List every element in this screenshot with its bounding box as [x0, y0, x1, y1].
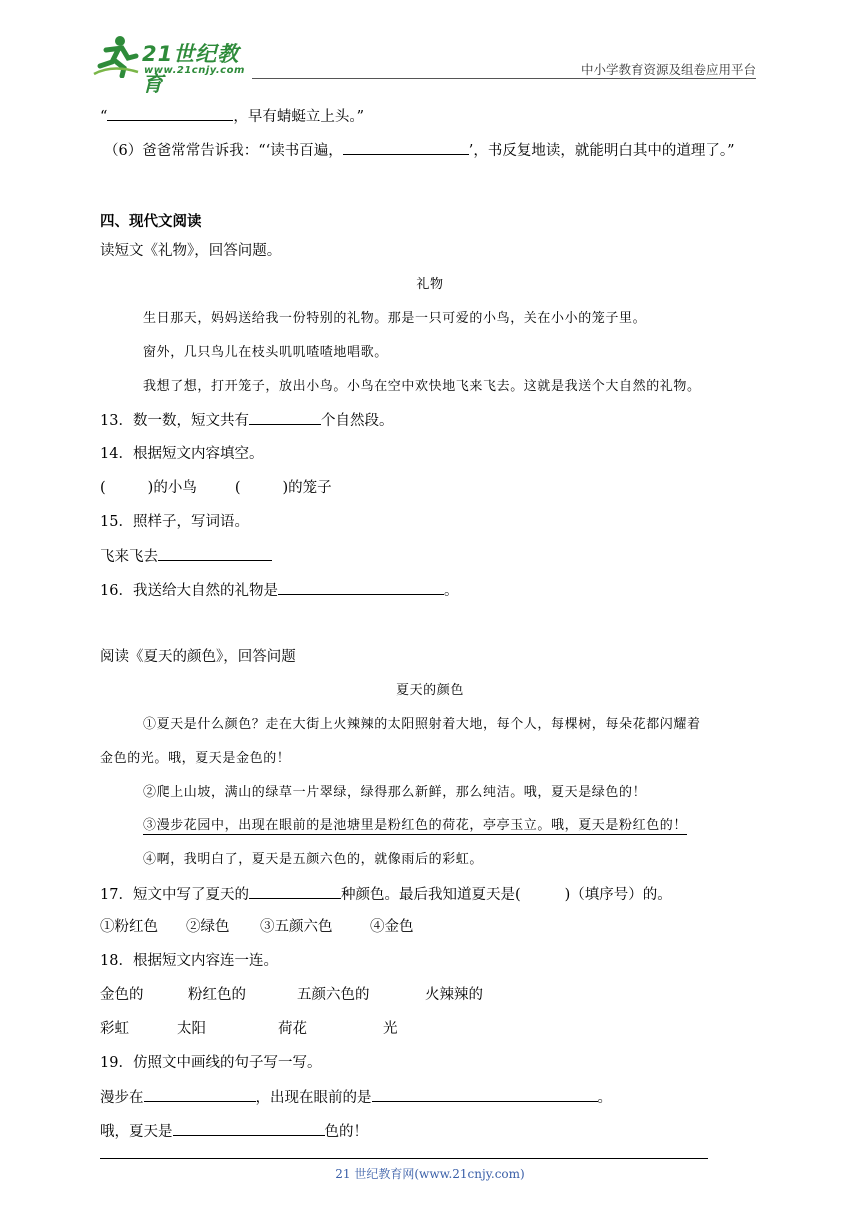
option[interactable]: ②绿色 — [186, 919, 230, 935]
question-15-example — [100, 546, 272, 567]
text: )（填序号）的。 — [564, 887, 672, 903]
page-header — [92, 30, 756, 96]
text: 种颜色。最后我知道夏天是( — [340, 887, 521, 903]
text: 漫步在 — [100, 1090, 144, 1106]
question-18: 18．根据短文内容连一连。 — [100, 953, 278, 969]
text: （6）爸爸常常告诉我：“‘读书百遍， — [104, 143, 343, 159]
header-divider — [252, 78, 756, 79]
text: 色的！ — [324, 1124, 368, 1140]
text: 。 — [443, 583, 459, 599]
text: 飞来飞去 — [100, 549, 158, 565]
footer-divider — [100, 1158, 708, 1159]
passage-paragraph: 金色的光。哦，夏天是金色的！ — [100, 751, 291, 766]
answer-blank[interactable] — [249, 410, 321, 425]
answer-blank[interactable] — [278, 580, 444, 595]
passage-title: 礼物 — [416, 277, 444, 292]
answer-blank[interactable] — [249, 884, 341, 899]
question-19-fill — [100, 1087, 612, 1108]
text: 。 — [597, 1090, 612, 1106]
reading-instruction: 阅读《夏天的颜色》，回答问题 — [100, 649, 296, 665]
footer-link[interactable]: 21 世纪教育网(www.21cnjy.com) — [335, 1167, 525, 1181]
text: )的笼子 — [282, 480, 332, 496]
answer-blank[interactable] — [107, 106, 233, 121]
question-17-options — [100, 917, 414, 937]
passage-paragraph: 生日那天，妈妈送给我一份特别的礼物。那是一只可爱的小鸟，关在小小的笼子里。 — [143, 311, 647, 326]
option[interactable]: ①粉红色 — [100, 919, 158, 935]
match-item[interactable]: 太阳 — [177, 1021, 206, 1037]
option[interactable]: ③五颜六色 — [260, 919, 333, 935]
question-17 — [100, 884, 672, 905]
answer-blank[interactable] — [158, 546, 272, 561]
match-item[interactable]: 金色的 — [100, 987, 144, 1003]
section-heading: 四、现代文阅读 — [100, 214, 202, 230]
passage-paragraph-underlined — [143, 816, 687, 836]
text: ’，书反复地读，就能明白其中的道理了。” — [468, 143, 735, 159]
passage-paragraph: ②爬上山坡，满山的绿草一片翠绿，绿得那么新鲜，那么纯洁。哦，夏天是绿色的！ — [143, 785, 647, 800]
text: ，出现在眼前的是 — [255, 1090, 372, 1106]
match-top-row — [100, 985, 483, 1005]
text: ( — [100, 480, 106, 496]
text: 16．我送给大自然的礼物是 — [100, 583, 278, 599]
text: ( — [234, 480, 241, 496]
question-13 — [100, 410, 393, 431]
logo-url-text: www.21cnjy.com — [144, 65, 245, 76]
question-15: 15．照样子，写词语。 — [100, 514, 249, 530]
passage-paragraph: ①夏天是什么颜色？走在大街上火辣辣的太阳照射着大地，每个人，每棵树，每朵花都闪耀着 — [143, 717, 701, 732]
text: 13．数一数，短文共有 — [100, 413, 249, 429]
runner-logo-icon — [92, 34, 140, 78]
question-14-fill — [100, 478, 332, 498]
reading-instruction: 读短文《礼物》，回答问题。 — [100, 243, 282, 259]
passage-paragraph: ④啊，我明白了，夏天是五颜六色的，就像雨后的彩虹。 — [143, 852, 484, 867]
passage-paragraph: 我想了想，打开笼子，放出小鸟。小鸟在空中欢快地飞来飞去。这就是我送个大自然的礼物。 — [143, 379, 701, 394]
question-14: 14．根据短文内容填空。 — [100, 446, 264, 462]
site-logo[interactable] — [92, 34, 260, 96]
option[interactable]: ④金色 — [370, 919, 414, 935]
answer-blank[interactable] — [372, 1087, 598, 1102]
match-item[interactable]: 光 — [383, 1021, 398, 1037]
platform-name: 中小学教育资源及组卷应用平台 — [580, 62, 756, 77]
match-bottom-row — [100, 1019, 398, 1039]
text: 哦，夏天是 — [100, 1124, 173, 1140]
question-16 — [100, 580, 458, 601]
question-6-line — [104, 140, 735, 161]
answer-blank[interactable] — [343, 140, 469, 155]
text: ，早有蜻蜓立上头。” — [233, 109, 365, 125]
match-item[interactable]: 火辣辣的 — [425, 987, 483, 1003]
text: “ — [100, 109, 108, 125]
text: 17．短文中写了夏天的 — [100, 887, 249, 903]
question-19-fill — [100, 1121, 368, 1142]
answer-blank[interactable] — [144, 1087, 256, 1102]
text: )的小鸟 — [147, 480, 197, 496]
question-19: 19．仿照文中画线的句子写一写。 — [100, 1055, 322, 1071]
passage-title: 夏天的颜色 — [395, 683, 464, 698]
match-item[interactable]: 彩虹 — [100, 1021, 129, 1037]
logo-main-text: 21世纪教育 — [142, 42, 240, 96]
passage-paragraph: 窗外，几只鸟儿在枝头叽叽喳喳地唱歌。 — [143, 345, 388, 360]
answer-blank[interactable] — [173, 1121, 325, 1136]
underlined-sentence: ③漫步花园中，出现在眼前的是池塘里是粉红色的荷花，亭亭玉立。哦，夏天是粉红色的！ — [143, 818, 688, 833]
match-item[interactable]: 粉红色的 — [188, 987, 246, 1003]
match-item[interactable]: 五颜六色的 — [297, 987, 370, 1003]
text: 个自然段。 — [320, 413, 394, 429]
poem-fill-line — [100, 106, 364, 127]
match-item[interactable]: 荷花 — [278, 1021, 307, 1037]
